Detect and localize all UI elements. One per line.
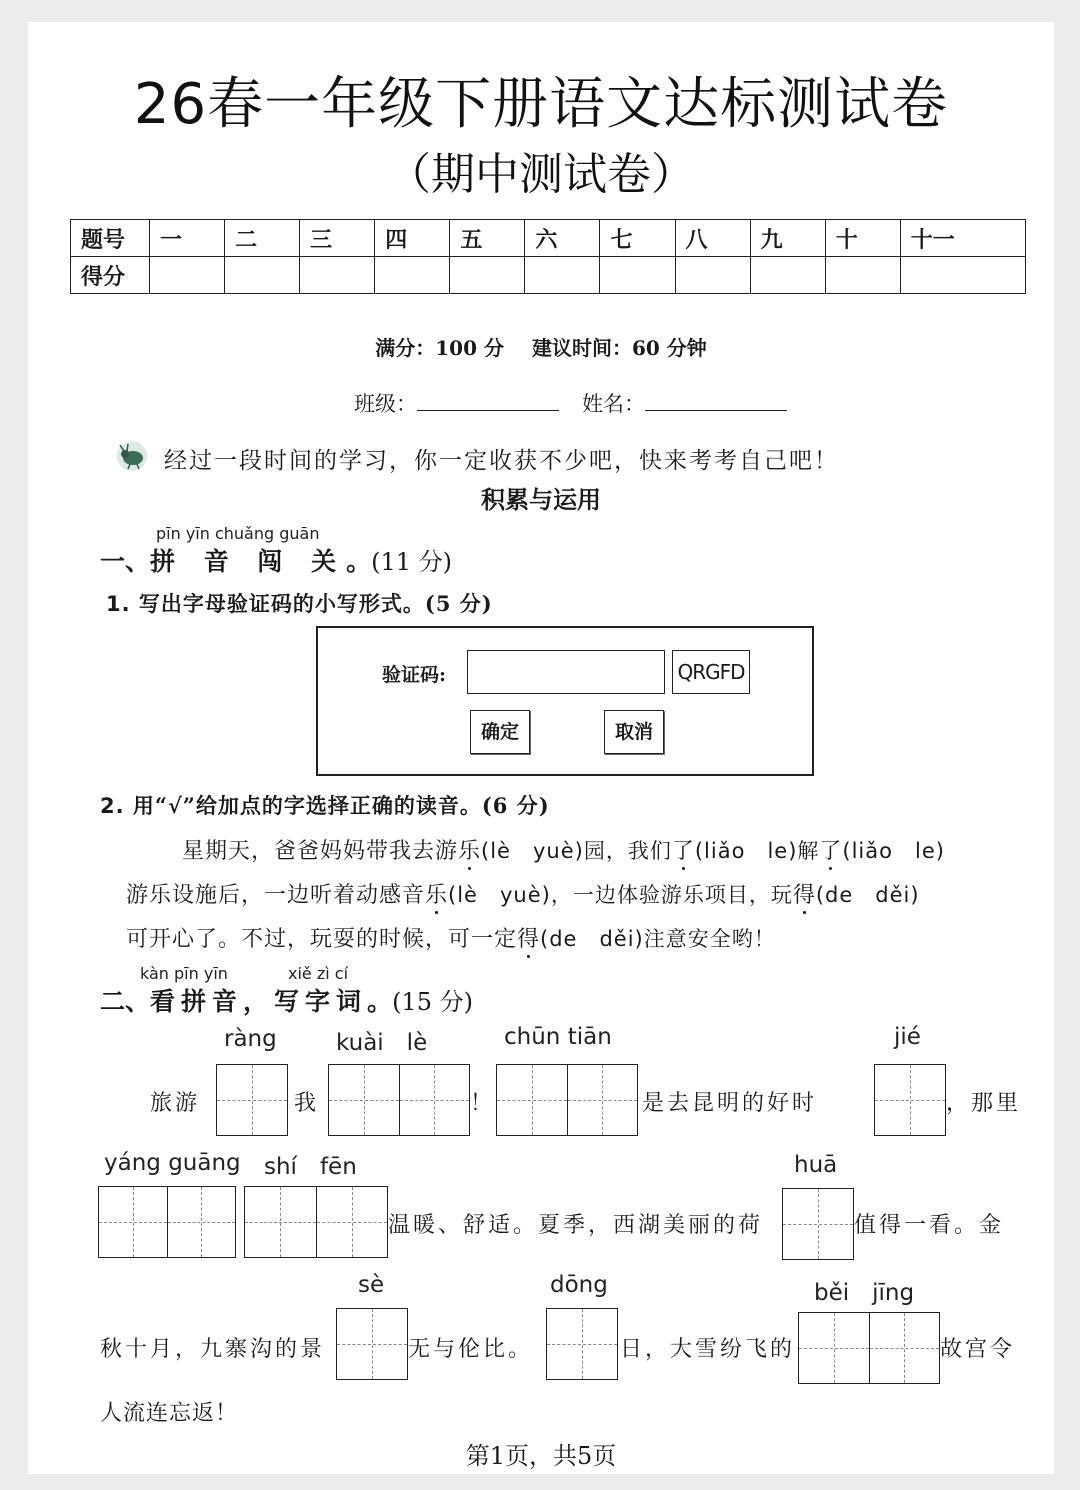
sentence-text: 温暖、舒适。夏季，西湖美丽的荷 (388, 1213, 764, 1238)
dotted-char: 得 (517, 927, 541, 952)
question-2-text: 用“√”给加点的字选择正确的读音。(6 分) (132, 793, 550, 818)
question-number: 十 (825, 220, 900, 257)
score-cell[interactable] (750, 257, 825, 294)
reading-options[interactable]: (lè yuè)园，我们 (481, 839, 672, 863)
score-cell[interactable] (225, 257, 300, 294)
question-2-number: 2. (100, 794, 125, 818)
dotted-char: 了 (819, 839, 843, 864)
class-field[interactable] (354, 388, 559, 418)
sentence-text: 日，大雪纷飞的 (620, 1337, 796, 1362)
reading-options[interactable]: (liǎo le) (842, 839, 945, 863)
score-cell[interactable] (900, 257, 1025, 294)
writing-grid[interactable] (216, 1064, 288, 1136)
section-heading: 积累与运用 (481, 486, 601, 514)
sentence-text: 我 (294, 1091, 320, 1116)
part2-title-a: 看拼音 (150, 987, 244, 1016)
passage-line (126, 922, 776, 953)
confirm-button[interactable]: 确定 (470, 710, 530, 754)
writing-grid[interactable] (244, 1186, 388, 1258)
writing-grid[interactable] (328, 1064, 470, 1136)
captcha-code: QRGFD (672, 650, 750, 694)
passage-text: 可开心了。不过，玩耍的时候，可一定 (126, 927, 518, 952)
sentence-text: ！ (470, 1091, 496, 1116)
cartoon-bug-icon (116, 440, 148, 472)
part2-score: (15 分) (392, 988, 473, 1016)
pinyin-prompt: shí fēn (264, 1154, 357, 1180)
part2-pinyin-a: kàn pīn yīn (140, 964, 228, 983)
full-score: 满分：100 分 (375, 336, 504, 360)
page-footer: 第1页，共5页 (465, 1442, 617, 1470)
sentence-text: 故宫令 (940, 1337, 1016, 1362)
dotted-char: 乐 (425, 883, 449, 908)
score-cell[interactable] (375, 257, 450, 294)
dotted-char: 了 (671, 839, 695, 864)
name-blank[interactable] (645, 392, 787, 411)
part2-suffix: 。 (367, 987, 393, 1016)
sentence-text: 旅游 (150, 1091, 201, 1116)
pinyin-prompt: huā (794, 1152, 838, 1178)
score-cell[interactable] (600, 257, 675, 294)
pinyin-prompt: yáng guāng (104, 1150, 241, 1176)
part1-pinyin: pīn yīn chuǎng guān (156, 524, 320, 543)
class-blank[interactable] (417, 392, 559, 411)
reading-options[interactable]: (liǎo le)解 (694, 839, 820, 863)
score-cell[interactable] (300, 257, 375, 294)
score-cell[interactable] (675, 257, 750, 294)
pinyin-prompt: dōng (550, 1272, 608, 1298)
sentence-text: 秋十月，九寨沟的景 (100, 1337, 326, 1362)
passage-line (182, 834, 945, 865)
question-number: 七 (600, 220, 675, 257)
class-label: 班级： (354, 392, 417, 416)
question-number: 五 (450, 220, 525, 257)
pinyin-prompt: ràng (224, 1026, 277, 1052)
pinyin-prompt: sè (358, 1272, 385, 1298)
exam-info (28, 332, 1054, 361)
writing-grid[interactable] (336, 1308, 408, 1380)
part1-suffix: 。 (346, 547, 372, 576)
question-1-number: 1. (106, 592, 131, 616)
score-cell[interactable] (525, 257, 600, 294)
part1-prefix: 一、 (100, 547, 151, 576)
pinyin-prompt: běi jīng (814, 1280, 915, 1306)
score-table (70, 219, 1026, 294)
captcha-dialog (316, 626, 814, 776)
table-row (71, 220, 1026, 257)
exam-page (28, 22, 1054, 1474)
name-field[interactable] (582, 388, 787, 418)
score-cell[interactable] (825, 257, 900, 294)
score-cell[interactable] (450, 257, 525, 294)
sentence-text: 无与伦比。 (408, 1337, 534, 1362)
part2-pinyin-b: xiě zì cí (288, 964, 349, 983)
sentence-text: 值得一看。金 (854, 1213, 1005, 1238)
writing-grid[interactable] (874, 1064, 946, 1136)
sentence-text: 是去昆明的好时 (642, 1091, 818, 1116)
sentence-text: 人流连忘返！ (100, 1401, 239, 1426)
pinyin-prompt: chūn tiān (504, 1024, 612, 1050)
dotted-char: 乐 (458, 839, 482, 864)
suggested-time: 建议时间：60 分钟 (531, 336, 707, 360)
part1-title: 拼 音 闯 关 (150, 547, 347, 576)
writing-grid[interactable] (782, 1188, 854, 1260)
question-2 (100, 790, 550, 820)
cancel-button[interactable]: 取消 (604, 710, 664, 754)
row-label-score: 得分 (71, 257, 150, 294)
question-number: 二 (225, 220, 300, 257)
name-label: 姓名： (582, 392, 645, 416)
reading-options[interactable]: (lè yuè)，一边体验游乐项目，玩 (448, 883, 793, 907)
part2-prefix: 二、 (100, 987, 151, 1016)
reading-options[interactable]: (de děi)注意安全哟！ (540, 927, 776, 951)
intro-text: 经过一段时间的学习，你一定收获不少吧，快来考考自己吧！ (164, 448, 839, 474)
question-number: 九 (750, 220, 825, 257)
page-subtitle: （期中测试卷） (387, 149, 695, 200)
table-row (71, 257, 1026, 294)
passage-line (126, 878, 920, 909)
part1-score: (11 分) (371, 548, 453, 576)
part2-title-b: ，写字词 (243, 987, 368, 1016)
dotted-char: 得 (792, 883, 816, 908)
question-number: 八 (675, 220, 750, 257)
question-number: 四 (375, 220, 450, 257)
question-number: 十一 (900, 220, 1025, 257)
page-title: 26春一年级下册语文达标测试卷 (133, 72, 949, 137)
question-number: 六 (525, 220, 600, 257)
writing-grid[interactable] (798, 1312, 940, 1384)
row-label-question: 题号 (71, 220, 150, 257)
sentence-text: ，那里 (946, 1091, 1022, 1116)
pinyin-prompt: kuài lè (336, 1030, 428, 1056)
pinyin-prompt: jié (894, 1024, 921, 1050)
score-cell[interactable] (150, 257, 225, 294)
question-number: 一 (150, 220, 225, 257)
writing-grid[interactable] (98, 1186, 236, 1258)
writing-grid[interactable] (496, 1064, 638, 1136)
passage-text: 星期天，爸爸妈妈带我去游 (182, 839, 459, 864)
question-number: 三 (300, 220, 375, 257)
question-1-text: 写出字母验证码的小写形式。(5 分) (138, 591, 493, 616)
part1-heading (100, 542, 452, 578)
captcha-input[interactable] (467, 650, 665, 694)
writing-grid[interactable] (546, 1308, 618, 1380)
question-1 (106, 588, 493, 618)
reading-options[interactable]: (de děi) (815, 883, 920, 907)
part2-heading (100, 982, 473, 1018)
passage-text: 游乐设施后，一边听着动感音 (126, 883, 426, 908)
captcha-label: 验证码: (382, 664, 447, 686)
